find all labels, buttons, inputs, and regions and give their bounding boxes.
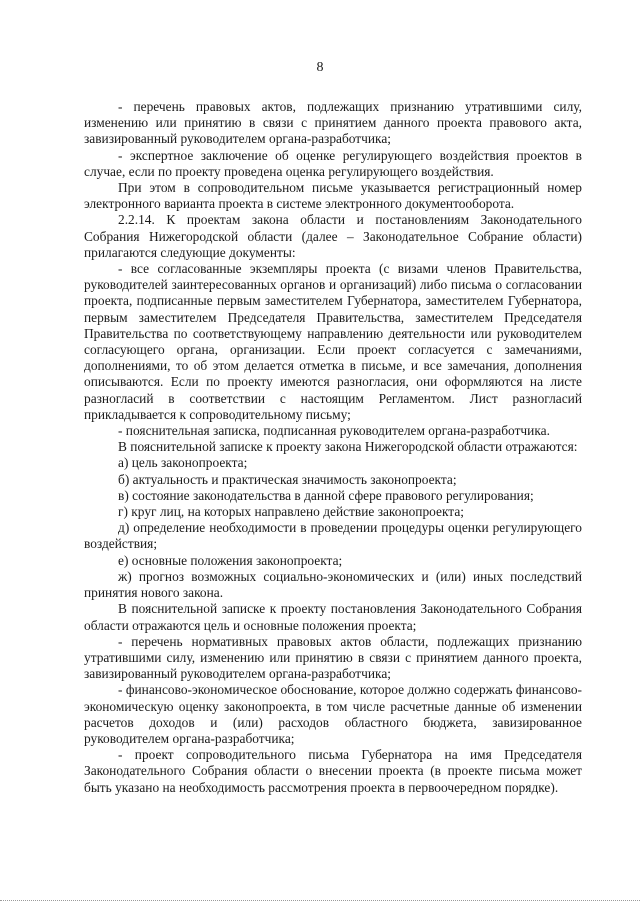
list-item: г) круг лиц, на которых направлено действие законопроекта; [118, 504, 464, 520]
paragraph: В пояснительной записке к проекту закона Нижегородской области отражаются: [118, 439, 578, 455]
list-item: в) состояние законодательства в данной сфере правового регулирования; [118, 487, 534, 503]
paragraph: - пояснительная записка, подписанная руководителем органа-разработчика. [118, 423, 550, 439]
document-body [84, 99, 582, 796]
paragraph: 2.2.14. К проектам закона области и постановлениям Законодательного Собрания Нижегородской области (далее – Законодательное Собрание области) прилагаются следующие документы: [84, 212, 582, 260]
list-item: а) цель законопроекта; [118, 455, 248, 471]
paragraph: - перечень правовых актов, подлежащих признанию утратившими силу, изменению или принятию в связи с принятием данного проекта правового акта, завизированный руководителем органа-разработчика; [84, 99, 582, 147]
list-item: д) определение необходимости в проведении процедуры оценки регулирующего воздействия; [84, 520, 582, 552]
paragraph: В пояснительной записке к проекту постановления Законодательного Собрания области отражаются цель и основные положения проекта; [84, 601, 582, 633]
page-number: 8 [316, 60, 324, 75]
list-item: е) основные положения законопроекта; [118, 552, 343, 568]
paragraph: - экспертное заключение об оценке регулирующего воздействия проектов в случае, если по проекту проведена оценка регулирующего воздействия. [84, 147, 582, 179]
paragraph: - финансово-экономическое обоснование, которое должно содержать финансово-экономическую оценку законопроекта, в том числе расчетные данные об изменении расчетов доходов и (или) расходов областного бюджета, завизированное руководителем органа-разработчика; [84, 682, 582, 746]
paragraph: При этом в сопроводительном письме указывается регистрационный номер электронного варианта проекта в системе электронного документооборота. [84, 180, 582, 212]
page-bottom-edge [0, 900, 640, 901]
paragraph: - проект сопроводительного письма Губернатора на имя Председателя Законодательного Собрания области о внесении проекта (в проекте письма может быть указано на необходимость рассмотрения проекта в первоочередном порядке). [84, 747, 582, 795]
paragraph: - перечень нормативных правовых актов области, подлежащих признанию утратившими силу, изменению или принятию в связи с принятием данного проекта, завизированный руководителем органа-разработчика; [84, 633, 582, 682]
list-item: б) актуальность и практическая значимость законопроекта; [118, 471, 457, 487]
list-item: ж) прогноз возможных социально-экономических и (или) иных последствий принятия нового закона. [84, 568, 582, 601]
paragraph: - все согласованные экземпляры проекта (с визами членов Правительства, руководителей заинтересованных органов и организаций) либо письма о согласовании проекта, подписанные первым заместителем Губернатора, заместителем Губернатора, первым заместителем Председателя Правительства, заместителем Председателя Правительства по соответствующему направлению деятельности или руководителем согласующего органа, организации. Если проект согласуется с замечаниями, дополнениями, то об этом делается отметка в письме, и все замечания, дополнения описываются. Если по проекту имеются разногласия, они оформляются на листе разногласий в соответствии с настоящим Регламентом. Лист разногласий прикладывается к сопроводительному письму; [84, 261, 582, 422]
